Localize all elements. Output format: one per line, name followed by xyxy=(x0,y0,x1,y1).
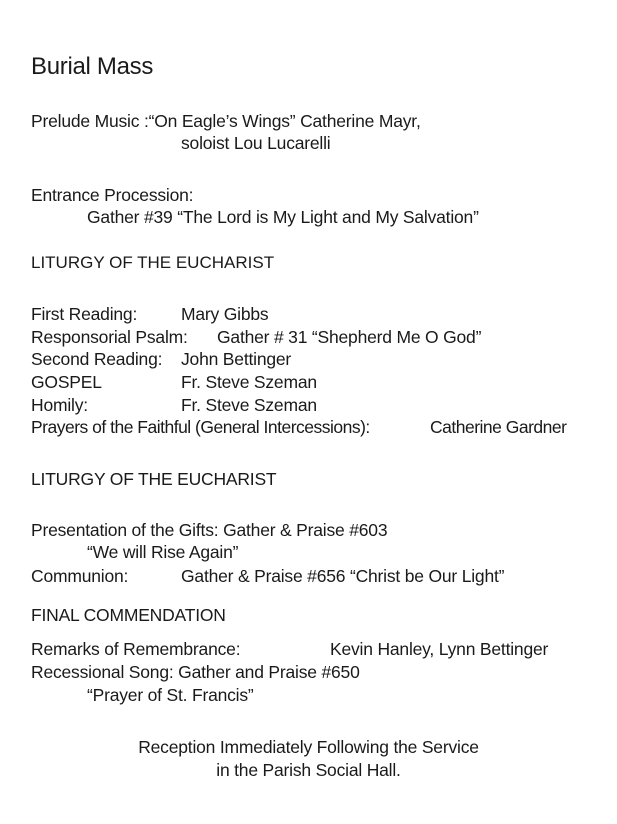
reading-value-homily: Fr. Steve Szeman xyxy=(181,395,317,415)
page-title: Burial Mass xyxy=(31,53,154,80)
reading-value-psalm: Gather # 31 “Shepherd Me O God” xyxy=(217,327,482,347)
reading-label-homily: Homily: xyxy=(31,395,88,415)
reading-value-first: Mary Gibbs xyxy=(181,304,269,324)
gifts-line-1: Presentation of the Gifts: Gather & Praise #603 xyxy=(31,520,388,540)
prelude-line-2: soloist Lou Lucarelli xyxy=(181,133,331,153)
reading-label-first: First Reading: xyxy=(31,304,138,324)
reading-value-gospel: Fr. Steve Szeman xyxy=(181,372,317,392)
gifts-line-2: “We will Rise Again” xyxy=(87,542,239,562)
final-commendation-heading: FINAL COMMENDATION xyxy=(31,605,226,625)
reading-label-prayers: Prayers of the Faithful (General Intercessions): xyxy=(31,417,370,437)
communion-label: Communion: xyxy=(31,566,129,586)
reception-line-2: in the Parish Social Hall. xyxy=(216,760,401,780)
reading-value-prayers: Catherine Gardner xyxy=(430,417,567,437)
recessional-line-2: “Prayer of St. Francis” xyxy=(87,685,254,705)
section-heading-liturgy-2: LITURGY OF THE EUCHARIST xyxy=(31,469,277,489)
recessional-line-1: Recessional Song: Gather and Praise #650 xyxy=(31,662,360,682)
entrance-hymn: Gather #39 “The Lord is My Light and My Salvation” xyxy=(87,207,479,227)
reading-label-gospel: GOSPEL xyxy=(31,372,102,392)
entrance-label: Entrance Procession: xyxy=(31,185,194,205)
reading-label-second: Second Reading: xyxy=(31,349,163,369)
remarks-label: Remarks of Remembrance: xyxy=(31,639,241,659)
remarks-value: Kevin Hanley, Lynn Bettinger xyxy=(330,639,549,659)
reception-line-1: Reception Immediately Following the Service xyxy=(138,737,479,757)
communion-value: Gather & Praise #656 “Christ be Our Light” xyxy=(181,566,505,586)
reading-label-psalm: Responsorial Psalm: xyxy=(31,327,188,347)
section-heading-liturgy-1: LITURGY OF THE EUCHARIST xyxy=(31,253,275,272)
prelude-line-1: Prelude Music :“On Eagle’s Wings” Catherine Mayr, xyxy=(31,111,421,131)
reading-value-second: John Bettinger xyxy=(181,349,292,369)
